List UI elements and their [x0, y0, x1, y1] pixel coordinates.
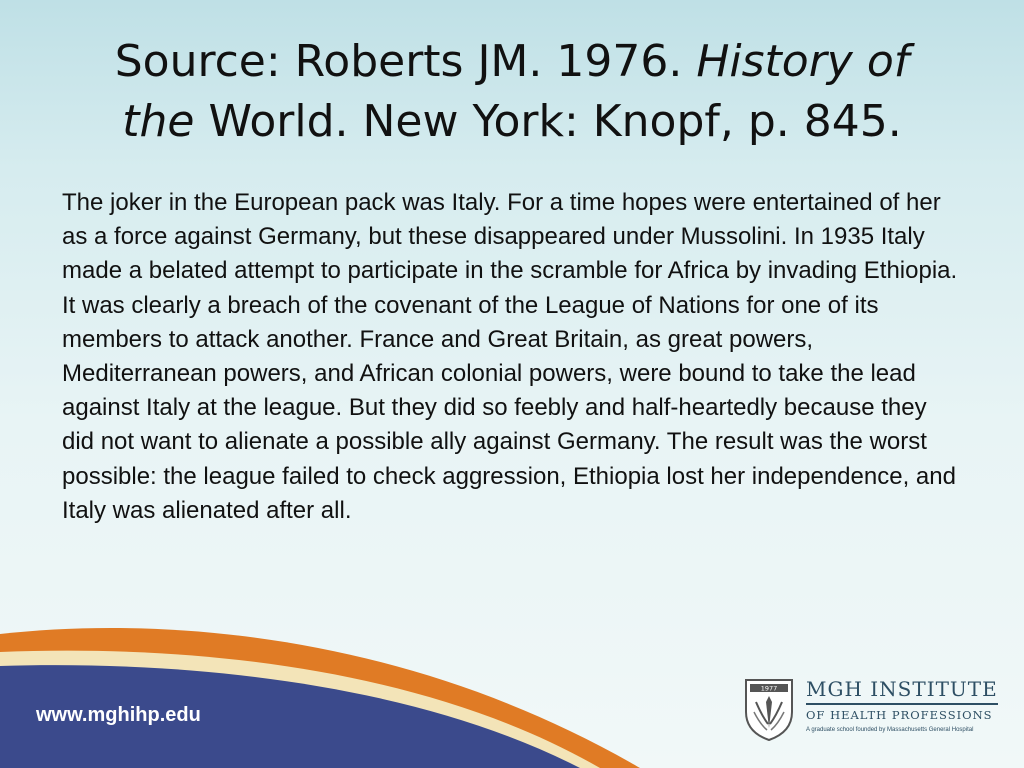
- logo-divider: [806, 703, 998, 705]
- org-name: MGH INSTITUTE: [806, 677, 998, 701]
- title-italic-2: the: [122, 96, 195, 147]
- title-text-1: Source: Roberts JM. 1976.: [114, 36, 697, 87]
- org-tagline: A graduate school founded by Massachusetts General Hospital: [806, 727, 974, 733]
- slide-title: [40, 32, 984, 152]
- org-subname: OF HEALTH PROFESSIONS: [806, 708, 993, 722]
- mgh-logo: [742, 672, 1004, 748]
- title-text-2: World. New York: Knopf, p. 845.: [194, 96, 902, 147]
- title-italic-1: History of: [696, 36, 910, 87]
- seal-year: 1977: [760, 684, 778, 693]
- quote-paragraph: The joker in the European pack was Italy. For a time hopes were entertained of her as a force against Germany, but these disappeared under Mussolini. In 1935 Italy made a belated attempt to participate in the scramble for Africa by invading Ethiopia. It was clearly a breach of the covenant of the League of Nations for one of its members to attack another. France and Great Britain, as great powers, Mediterranean powers, and African colonial powers, were bound to take the lead against Italy at the league. But they did so feebly and half-heartedly because they did not want to alienate a possible ally against Germany. The result was the worst possible: the league failed to check aggression, Ethiopia lost her independence, and Italy was alienated after all.: [62, 189, 958, 524]
- logo-text: [806, 678, 1002, 735]
- footer-url[interactable]: www.mghihp.edu: [36, 704, 201, 726]
- seal-icon: [742, 672, 796, 742]
